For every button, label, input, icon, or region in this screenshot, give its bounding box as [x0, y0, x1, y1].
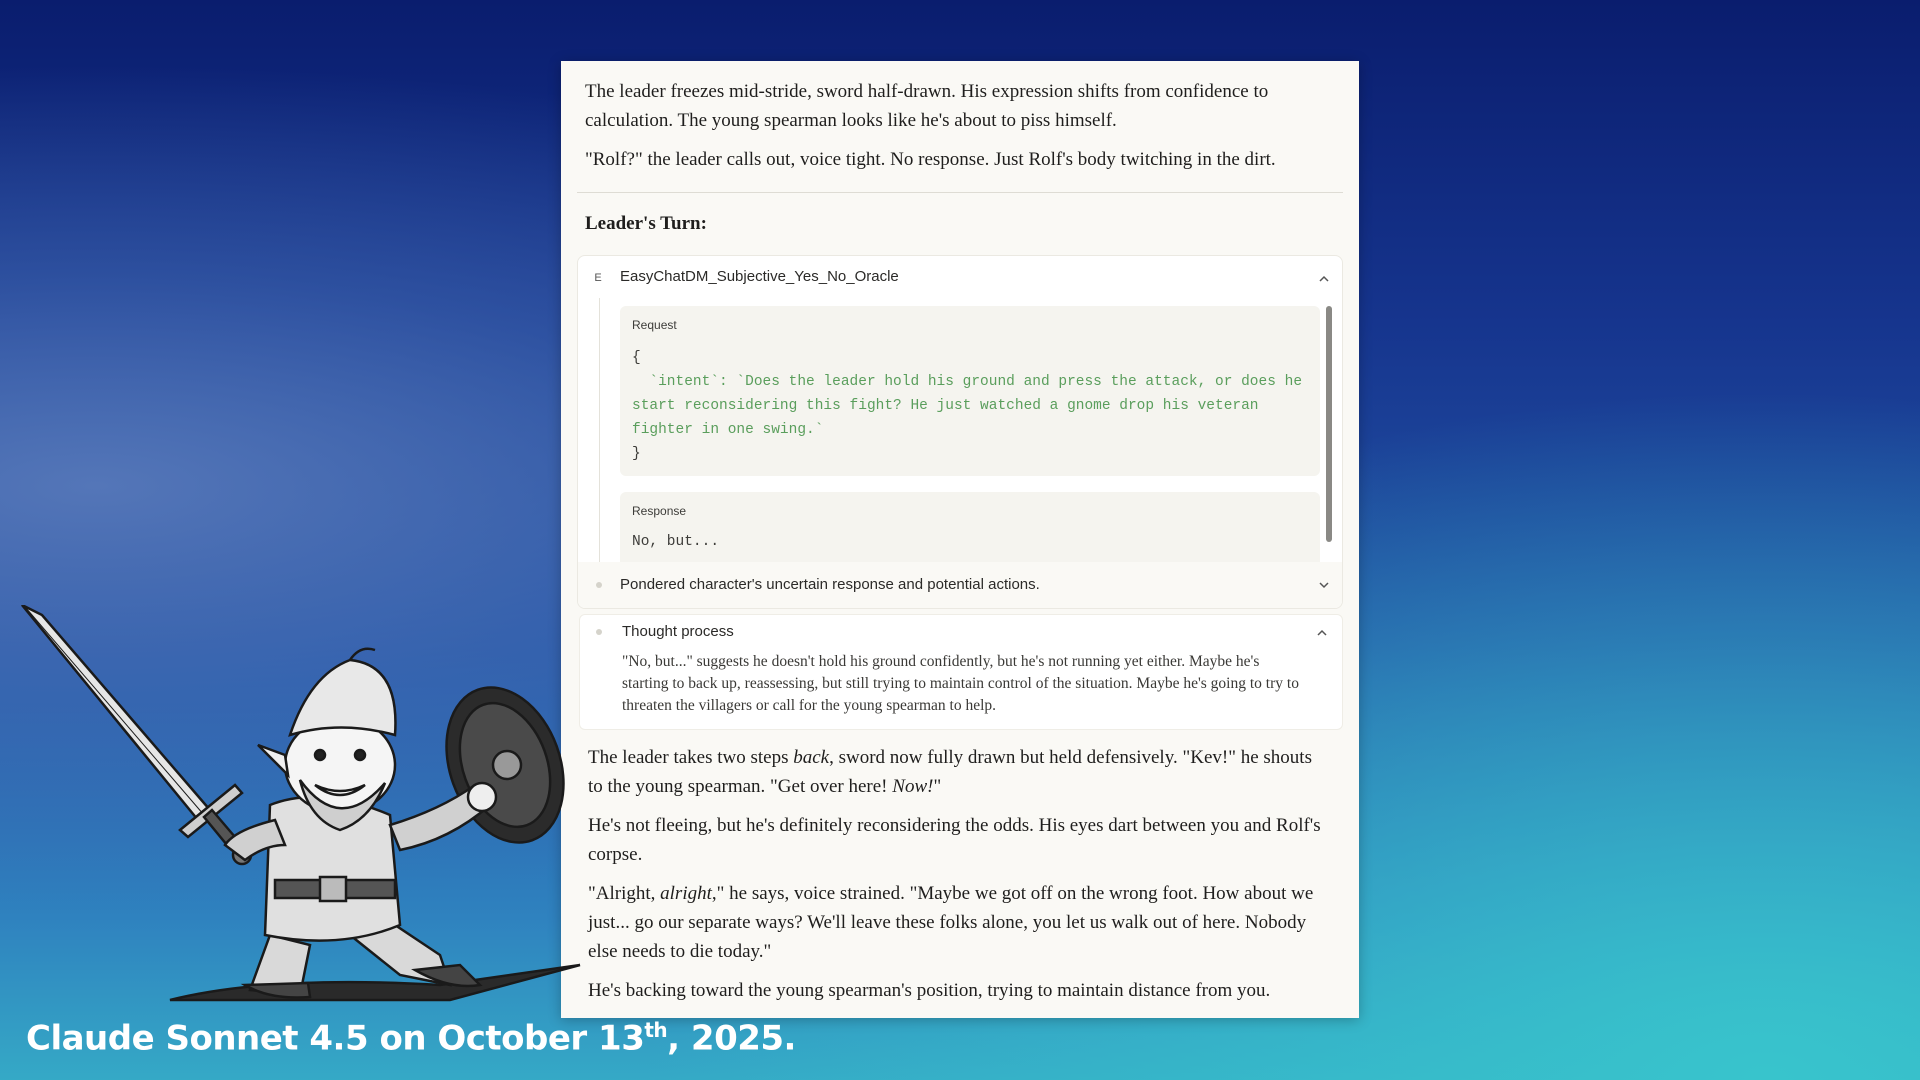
timeline-dot [596, 582, 602, 588]
tool-call-header[interactable] [578, 256, 1342, 300]
summary-row[interactable] [578, 562, 1342, 608]
thought-title[interactable]: Thought process [622, 623, 734, 640]
chat-panel [561, 61, 1359, 1018]
story-bottom [588, 743, 1328, 1015]
caption-sup: th [644, 1018, 668, 1042]
summary-text: Pondered character's uncertain response and potential actions. [620, 576, 1040, 593]
request-box [620, 306, 1320, 476]
gnome-warrior-illustration [20, 605, 590, 1005]
caption-tail: , 2025. [667, 1018, 796, 1059]
code-key: `intent`: [632, 374, 737, 390]
emphasis: alright [660, 883, 712, 904]
emphasis: Now! [892, 776, 934, 797]
story-paragraph [588, 743, 1328, 801]
text-run: "Alright, [588, 883, 661, 904]
tool-call-card [577, 255, 1343, 609]
response-box [620, 492, 1320, 572]
story-paragraph: He's not fleeing, but he's definitely reconsidering the odds. His eyes dart between you and Rolf's corpse. [588, 815, 1321, 865]
divider [577, 192, 1343, 193]
text-run: , sword now fully drawn but held defensively. "Kev!" he shouts to the young spearman. "Get over here! [588, 747, 1312, 797]
story-paragraph: He's backing toward the young spearman's position, trying to maintain distance from you. [588, 980, 1271, 1001]
chevron-down-icon[interactable] [1316, 577, 1332, 593]
story-paragraph [588, 879, 1328, 966]
text-run: ," he says, voice strained. "Maybe we got off on the wrong foot. How about we just... go our separate ways? We'll leave these folks alone, you let us walk out of here. Nobody else needs to die today." [588, 883, 1314, 962]
code-string: `Does the leader hold his ground and press the attack, or does he start reconsidering this fight? He just watched a gnome drop his veteran fighter in one swing.` [632, 374, 1311, 438]
story-top [585, 77, 1325, 184]
caption-main: Claude Sonnet 4.5 on October 13 [26, 1018, 645, 1059]
code-brace: { [632, 350, 641, 366]
scrollbar[interactable] [1326, 306, 1332, 542]
tool-connector-line [599, 298, 600, 578]
response-label: Response [632, 504, 687, 518]
chevron-up-icon[interactable] [1316, 271, 1332, 287]
request-label: Request [632, 318, 677, 332]
caption [26, 1018, 796, 1058]
story-paragraph: The leader freezes mid-stride, sword half-drawn. His expression shifts from confidence to calculation. The young spearman looks like he's about to piss himself. [585, 81, 1269, 131]
request-code [632, 346, 1311, 466]
code-brace: } [632, 446, 641, 462]
thought-text: "No, but..." suggests he doesn't hold his ground confidently, but he's not running yet either. Maybe he's starting to back up, reassessing, but still trying to maintain control of the situation. Maybe he's going to try to threaten the villagers or call for the young spearman to help. [622, 653, 1299, 714]
text-run: The leader takes two steps [588, 747, 794, 768]
emphasis: back [793, 747, 830, 768]
thought-process-card [579, 614, 1343, 730]
story-paragraph: "Rolf?" the leader calls out, voice tight. No response. Just Rolf's body twitching in the dirt. [585, 149, 1276, 170]
text-run: " [933, 776, 942, 797]
response-code: No, but... [632, 534, 720, 550]
tool-name: EasyChatDM_Subjective_Yes_No_Oracle [620, 268, 899, 285]
timeline-dot [596, 629, 602, 635]
tool-badge: E [594, 272, 602, 284]
chevron-up-icon[interactable] [1314, 625, 1330, 641]
section-heading: Leader's Turn: [585, 213, 707, 234]
